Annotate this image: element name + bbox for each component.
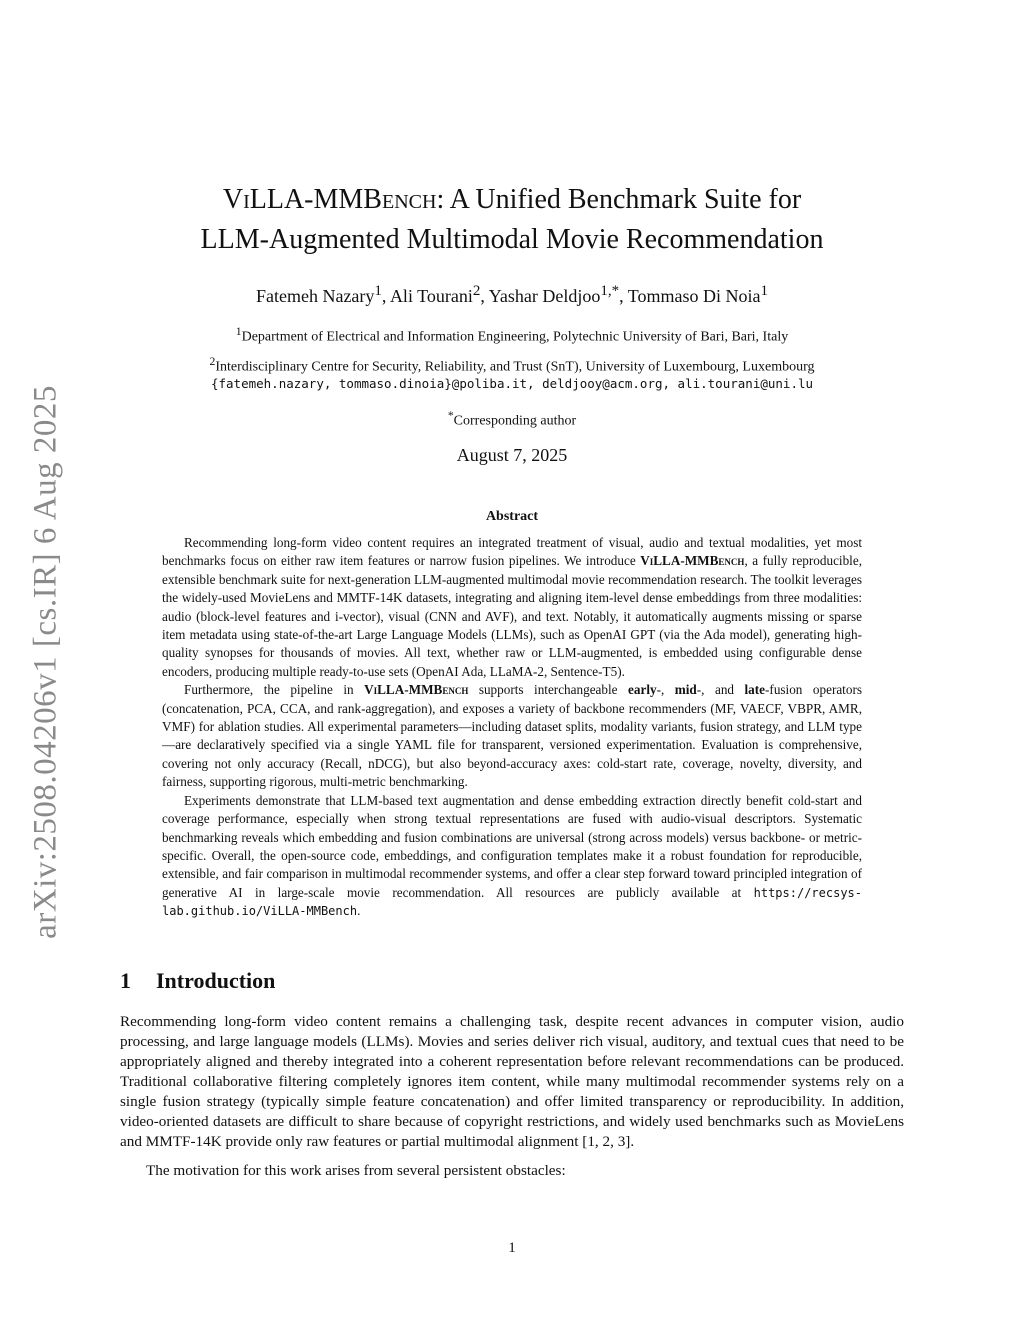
brand-name: ViLLA-MMBench: [640, 553, 745, 569]
abstract-paragraph: Recommending long-form video content requires an integrated treatment of visual, audio and textual modalities, yet most benchmarks focus on either raw item features or narrow fusion pipelines. We introduce ViLLA-MMBench, a fully reproducible, extensible benchmark suite for next-generation LLM-augmented multimodal movie recommendation research. The toolkit leverages the widely-used MovieLens and MMTF-14K datasets, integrating and aligning item-level dense embeddings from three modalities: audio (block-level features and i-vector), visual (CNN and AVF), and text. Notably, it automatically augments missing or sparse item metadata using state-of-the-art Large Language Models (LLMs), such as OpenAI GPT (via the Ada model), generating high-quality synopses for thousands of movies. All text, whether raw or LLM-augmented, is embedded using configurable dense encoders, producing multiple ready-to-use sets (OpenAI Ada, LLaMA-2, Sentence-T5).: [162, 535, 862, 679]
arxiv-identifier: arXiv:2508.04206v1 [cs.IR] 6 Aug 2025: [27, 385, 64, 939]
author: Ali Tourani$^2$: [389, 283, 481, 306]
body-paragraph: The motivation for this work arises from several persistent obstacles:: [146, 1162, 566, 1179]
body-paragraph: Recommending long-form video content remains a challenging task, despite recent advances in computer vision, audio processing, and large language models (LLMs). Movies and series deliver rich visual, auditory, and textual cues that need to be appropriately aligned and thereby integrated into a coherent representation before relevant recommendations can be produced. Traditional collaborative filtering completely ignores item content, while many multimodal recommender systems rely on a single fusion strategy (typically simple feature concatenation) and offer limited transparency or reproducibility. In addition, video-oriented datasets are difficult to share because of copyright restrictions, and widely used benchmarks such as MovieLens and MMTF-14K provide only raw features or partial multimodal alignment [1, 2, 3].: [120, 1013, 904, 1150]
section-body: [120, 1012, 904, 1190]
paper-title: [0, 180, 1024, 260]
affiliations: [0, 320, 1024, 379]
title-line-1: ViLLA-MMBench: A Unified Benchmark Suite for: [222, 184, 802, 215]
author: Fatemeh Nazary$^1$: [255, 283, 382, 306]
section-heading: 1 Introduction: [120, 968, 276, 993]
author-list: Fatemeh Nazary$^1$, Ali Tourani$^2$, Yashar Deldjoo$^{1,*}$, Tommaso Di Noia$^1$: [255, 283, 769, 306]
affiliation: $^1$Department of Electrical and Information Engineering, Polytechnic University of Bari, Bari, Italy: [235, 325, 789, 345]
title-brand: ViLLA-MMBench: [222, 184, 437, 215]
publication-date: August 7, 2025: [456, 445, 568, 465]
title-line-2: LLM-Augmented Multimodal Movie Recommendation: [200, 224, 824, 255]
abstract-paragraph: Experiments demonstrate that LLM-based text augmentation and dense embedding extraction directly benefit cold-start and coverage performance, especially when strong textual representations are fused with audio-visual descriptors. Systematic benchmarking reveals which embedding and fusion combinations are universal (strong across models) versus backbone- or metric-specific. Overall, the open-source code, embeddings, and configuration templates make it a robust foundation for reproducible, extensible, and fair comparison in multimodal recommender systems, and offer a clear step forward toward principled integration of generative AI in large-scale movie recommendation. All resources are publicly available at https://recsys-lab.github.io/ViLLA-MMBench.: [162, 792, 862, 919]
abstract-heading: Abstract: [485, 509, 539, 524]
corresponding-author-note: *Corresponding author: [447, 409, 577, 429]
brand-name: ViLLA-MMBench: [364, 682, 469, 698]
author-emails: {fatemeh.nazary, tommaso.dinoia}@poliba.it, deldjooy@acm.org, ali.tourani@uni.lu: [210, 376, 814, 391]
resource-url[interactable]: https://recsys-lab.github.io/ViLLA-MMBench: [162, 885, 862, 919]
author: Yashar Deldjoo$^{1,*}$: [488, 283, 620, 306]
page-number: 1: [508, 1240, 516, 1256]
abstract-body: [162, 534, 862, 921]
author: Tommaso Di Noia$^1$: [627, 283, 769, 306]
abstract-paragraph: Furthermore, the pipeline in ViLLA-MMBench supports interchangeable early-, mid-, and late-fusion operators (concatenation, PCA, CCA, and rank-aggregation), and exposes a variety of backbone recommenders (MF, VAECF, VBPR, AMR, VMF) for ablation studies. All experimental parameters—including dataset splits, modality variants, fusion strategy, and LLM type—are declaratively specified via a single YAML file for transparent, versioned experimentation. Evaluation is comprehensive, covering not only accuracy (Recall, nDCG), but also beyond-accuracy axes: cold-start rate, coverage, novelty, diversity, and fairness, supporting rigorous, multi-metric benchmarking.: [162, 682, 862, 790]
affiliation: $^2$Interdisciplinary Centre for Security, Reliability, and Trust (SnT), University of Luxembourg, Luxembourg: [209, 354, 815, 375]
